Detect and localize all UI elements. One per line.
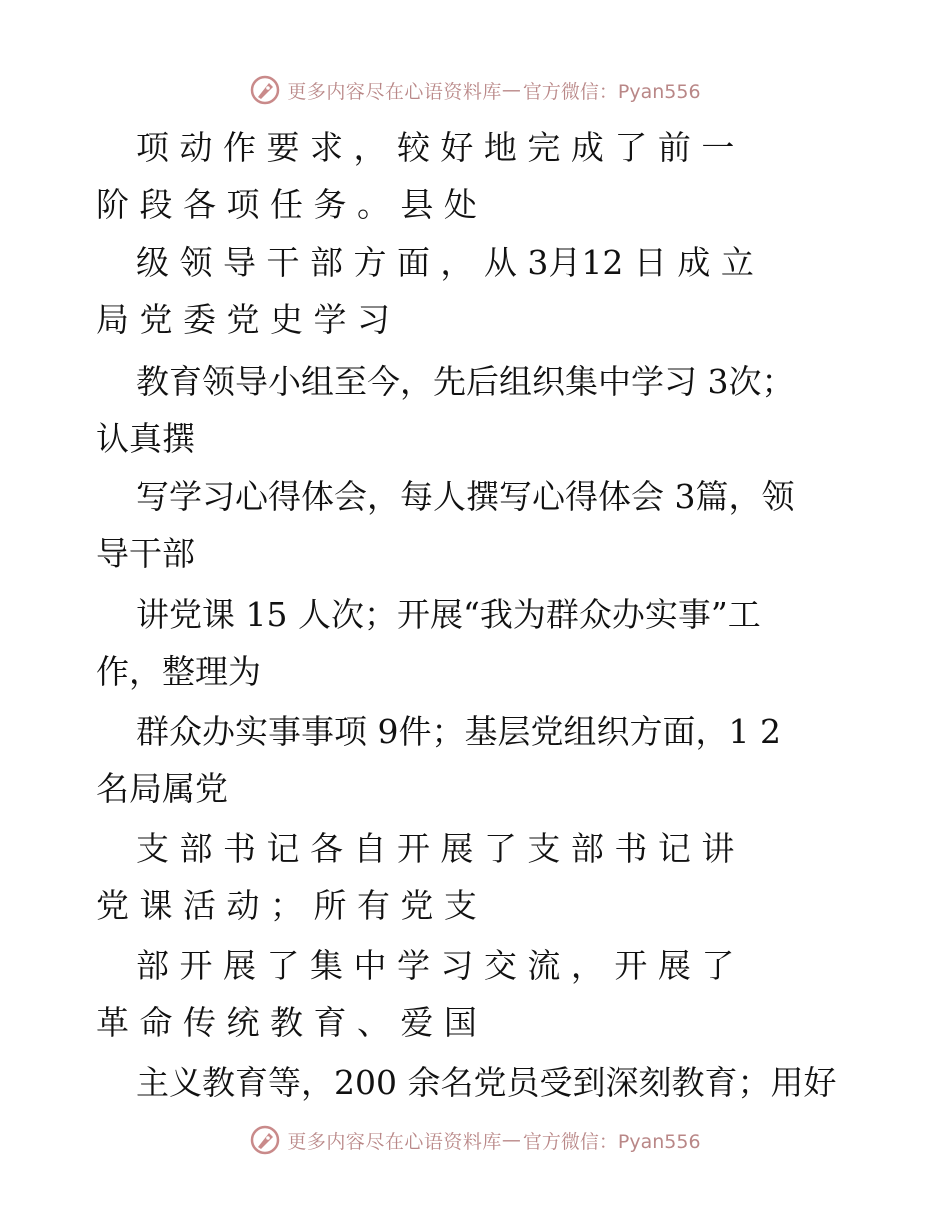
text-line: 主义教育等，200 余名党员受到深刻教育；用好 — [136, 1063, 837, 1102]
pen-nib-logo-icon — [249, 1124, 281, 1156]
text-line: 讲党课 15 人次；开展“我为群众办实事”工 — [136, 595, 761, 634]
text-line: 导干部 — [96, 534, 195, 573]
text-line: 写学习心得体会，每人撰写心得体会 3篇，领 — [136, 477, 795, 516]
watermark-wechat: 官方微信：Pyan556 — [522, 1130, 701, 1153]
text-line: 级 领 导 干 部 方 面 ， 从 3月12 日 成 立 — [136, 243, 754, 282]
text-line: 群众办实事事项 9件；基层党组织方面，1 2 — [136, 712, 781, 751]
watermark-dash: — — [501, 79, 521, 101]
watermark-text: 更多内容尽在心语资料库 — [287, 80, 502, 103]
text-line: 认真撰 — [96, 419, 195, 458]
text-line: 部 开 展 了 集 中 学 习 交 流 ， 开 展 了 — [136, 946, 735, 985]
text-line: 局 党 委 党 史 学 习 — [96, 300, 390, 339]
text-line: 教育领导小组至今，先后组织集中学习 3次； — [136, 362, 795, 401]
watermark-dash: — — [501, 1129, 521, 1151]
text-line: 阶 段 各 项 任 务 。 县 处 — [96, 185, 477, 224]
text-line: 革 命 传 统 教 育 、 爱 国 — [96, 1003, 477, 1042]
watermark-text: 更多内容尽在心语资料库 — [287, 1130, 502, 1153]
text-line: 项 动 作 要 求 ， 较 好 地 完 成 了 前 一 — [136, 128, 735, 167]
text-line: 名局属党 — [96, 769, 228, 808]
text-line: 支 部 书 记 各 自 开 展 了 支 部 书 记 讲 — [136, 829, 735, 868]
footer-watermark — [0, 1122, 950, 1158]
watermark-wechat: 官方微信：Pyan556 — [522, 80, 701, 103]
text-line: 作，整理为 — [96, 652, 261, 691]
text-line: 党 课 活 动 ； 所 有 党 支 — [96, 886, 477, 925]
